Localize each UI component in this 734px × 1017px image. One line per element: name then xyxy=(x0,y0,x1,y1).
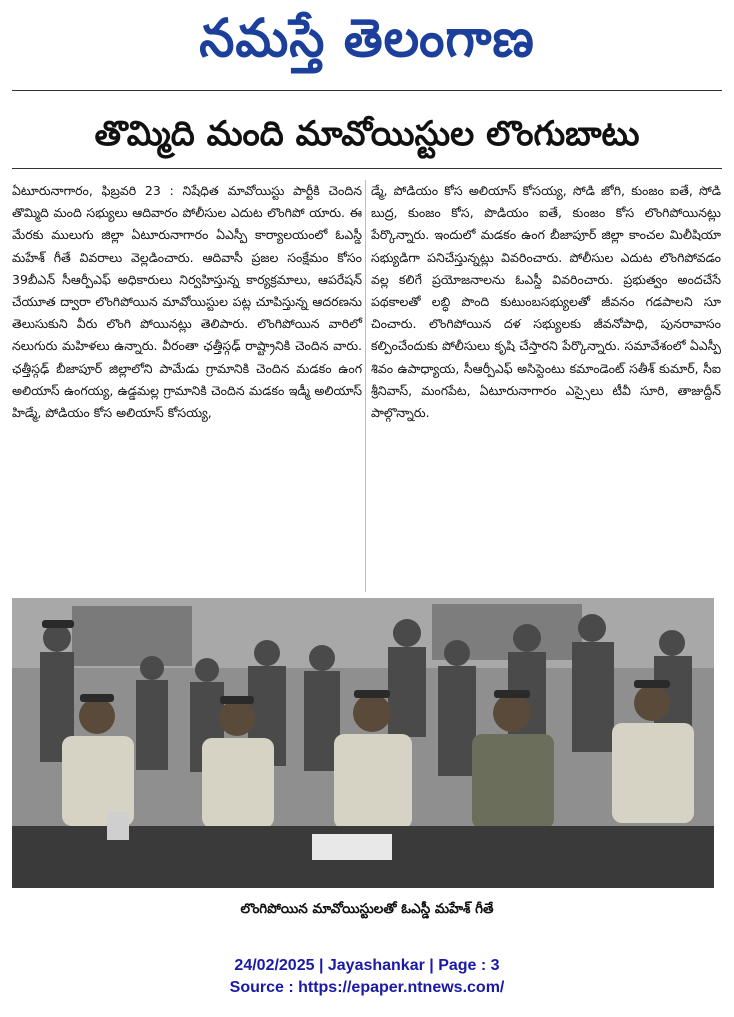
footer-date-edition-page: 24/02/2025 | Jayashankar | Page : 3 xyxy=(234,957,500,974)
photo-caption: లొంగిపోయిన మావోయిస్టులతో ఓఎస్డీ మహేశ్ గీతే xyxy=(240,901,494,917)
article-column-left xyxy=(12,180,362,424)
masthead-rule xyxy=(12,90,722,91)
footer-source: Source : https://epaper.ntnews.com/ xyxy=(229,979,505,996)
article-headline: తొమ్మిది మంది మావోయిస్టుల లొంగుబాటు xyxy=(94,114,640,154)
article-body-left: ఏటూరునాగారం, ఫిబ్రవరి 23 : నిషేధిత మావోయిస్టు పార్టీకి చెందిన తొమ్మిది మంది సభ్యులు ఆదివారం పోలీసుల ఎదుట లొంగిపో యారు. ఈ మేరకు ములుగు జిల్లా ఏటూరునాగారం ఏఎస్పీ కార్యాలయంలో ఓఎస్డీ మహేశ్ గీతే వివరాలు వెల్లడించారు. ఆదివాసీ ప్రజల సంక్షేమం కోసం 39బీఎన్ సీఆర్పీఎఫ్ అధికారులు నిర్వహిస్తున్న కార్యక్రమాలు, ఆపరేషన్ చేయూత ద్వారా లొంగిపోయిన మావోయిస్టుల పట్ల చూపిస్తున్న ఆదరణను తెలుసుకుని వీరు లొంగి పోయినట్లు తెలిపారు. లొంగిపోయిన వారిలో నలుగురు మహిళలు ఉన్నారు. వీరంతా ఛత్తీస్గఢ్ రాష్ట్రానికి చెందిన వారు. ఛత్తీస్గఢ్ బీజాపూర్ జిల్లాలోని పామేడు గ్రామానికి చెందిన మడకం ఉంగ అలియాస్ ఉంగయ్య, ఉడ్డమల్ల గ్రామానికి చెందిన మడకం ఇడ్మీ అలియాస్ హిడ్మే, పోడియం కోస అలియాస్ కోసయ్య, xyxy=(12,183,362,421)
newspaper-masthead xyxy=(0,6,734,72)
press-meet-photo-illustration xyxy=(12,598,714,888)
article-body-right: డ్మే, పోడియం కోస అలియాస్ కోసయ్య, సోడి జోగి, కుంజం ఐతే, సోడి బుద్ర, కుంజం కోస, పొడియం ఐతే, కుంజం కోస లొంగిపోయినట్లు పేర్కొన్నారు. ఇందులో మడకం ఉంగ బీజాపూర్ జిల్లా కాంచల మిలీషియా సభ్యుడిగా పనిచేస్తున్నట్లు వివరించారు. పోలీసుల ఎదుట లొంగిపోవడం వల్ల కలిగే ప్రయోజనాలను ఓఎస్డీ వివరించారు. ప్రభుత్వం అందచేసే పథకాలతో లబ్ధి పొంది కుటుంబసభ్యులతో జీవనం గడపాలని సూ చించారు. లొంగిపోయిన దళ సభ్యులకు జీవనోపాధి, పునరావాసం కల్పించేందుకు పోలీసులు కృషి చేస్తారని పేర్కొన్నారు. సమావేశంలో ఏఎస్పీ శివం ఉపాధ్యాయ, సీఆర్పీఎఫ్ అసిస్టెంటు కమాండెంట్ సతీశ్ కుమార్, సీఐ శ్రీనివాస్, మంగపేట, ఏటూరునాగారం ఎస్సైలు టీవీ సూరి, తాజుద్దీన్ పాల్గొన్నారు. xyxy=(371,183,721,421)
article-photo xyxy=(12,598,714,888)
column-divider xyxy=(365,180,366,592)
headline-rule xyxy=(12,168,722,169)
masthead-title: నమస్తే తెలంగాణ xyxy=(199,7,535,69)
article-column-right xyxy=(371,180,721,424)
